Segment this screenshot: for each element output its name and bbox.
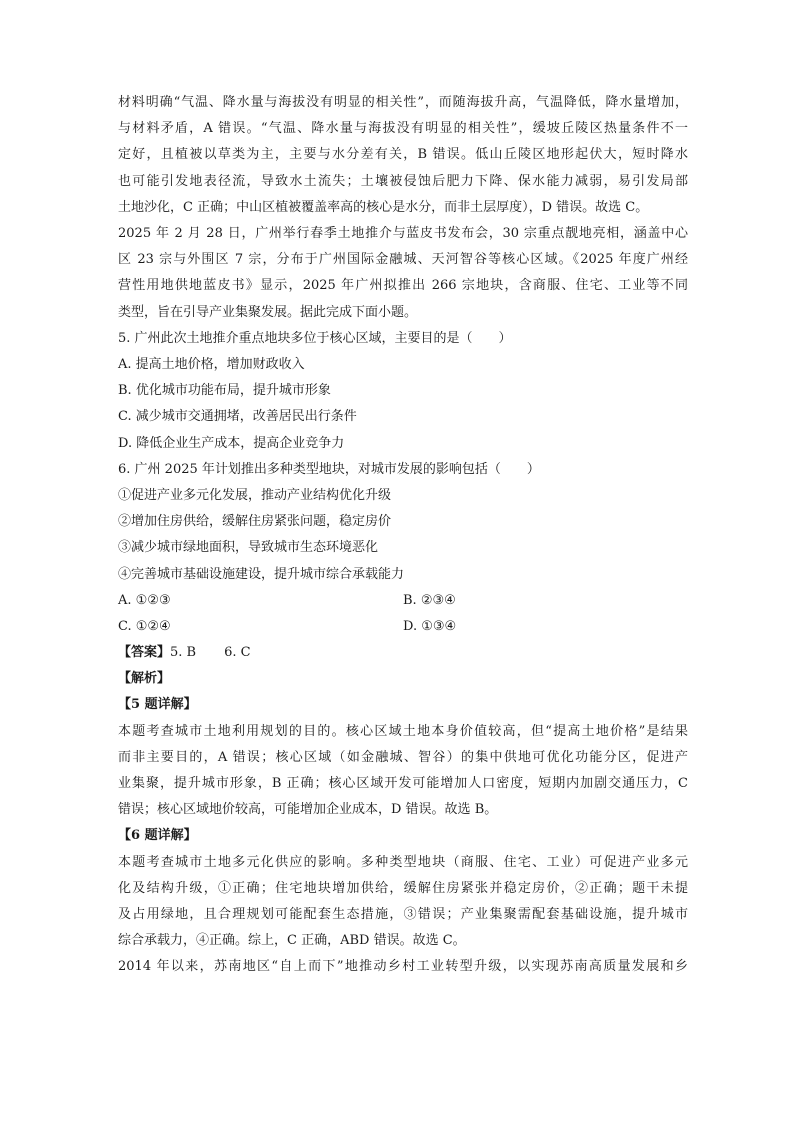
material-paragraph: [118, 221, 688, 326]
text-line: 与材料矛盾，A 错误。“气温、降水量与海拔没有明显的相关性”，缓坡丘陵区热量条件不一: [118, 121, 688, 137]
text-line: 及占用绿地，且合理规划可能配套生态措施，③错误；产业集聚需配套基础设施，提升城市: [118, 907, 688, 923]
text-line: 而非主要目的，A 错误；核心区域（如金融城、智谷）的集中供地可优化功能分区，促进产: [118, 749, 688, 765]
question-stem: 6. 广州 2025 年计划推出多种类型地块，对城市发展的影响包括（ ）: [118, 461, 540, 477]
text-line: 业集聚，提升城市形象，B 正确；核心区域开发可能增加人口密度，短期内加剧交通压力，C: [118, 776, 688, 792]
text-line: 土地沙化，C 正确；中山区植被覆盖率高的核心是水分，而非土层厚度），D 错误。故选 C。: [118, 199, 649, 215]
text-line: 综合承载力，④正确。综上，C 正确，ABD 错误。故选 C。: [118, 933, 466, 949]
analysis-label: 【解析】: [118, 671, 171, 687]
option-row: [118, 588, 688, 614]
option-b: B. ②③④: [403, 592, 456, 608]
text-line: 营性用地供地蓝皮书》显示，2025 年广州拟推出 266 宗地块，含商服、住宅、工业等不同: [118, 278, 688, 294]
statement-4: ④完善城市基础设施建设，提升城市综合承载能力: [118, 566, 405, 582]
text-line: 类型，旨在引导产业集聚发展。据此完成下面小题。: [118, 304, 418, 320]
statement-2: ②增加住房供给，缓解住房紧张问题，稳定房价: [118, 514, 392, 530]
document-page: [118, 90, 688, 981]
option-c: C. 减少城市交通拥堵，改善居民出行条件: [118, 409, 357, 425]
detail-label: 【5 题详解】: [118, 697, 197, 713]
answer-line: [118, 640, 688, 666]
text-line: 本题考查城市土地多元化供应的影响。多种类型地块（商服、住宅、工业）可促进产业多元: [118, 854, 688, 870]
detail-label: 【6 题详解】: [118, 828, 197, 844]
text-line: 错误；核心区域地价较高，可能增加企业成本，D 错误。故选 B。: [118, 802, 498, 818]
text-line: 区 23 宗与外围区 7 宗，分布于广州国际金融城、天河智谷等核心区域。《2025 年度广州经: [118, 252, 688, 268]
text-line: 化及结构升级，①正确；住宅地块增加供给，缓解住房紧张并稳定房价，②正确；题干未提: [118, 880, 688, 896]
statement-1: ①促进产业多元化发展，推动产业结构优化升级: [118, 487, 392, 503]
answer-5: 5. B: [170, 645, 197, 661]
statement-3: ③减少城市绿地面积，导致城市生态环境恶化: [118, 540, 379, 556]
question-5: [118, 326, 688, 457]
text-line: 2025 年 2 月 28 日，广州举行春季土地推介与蓝皮书发布会，30 宗重点靓地亮相，涵盖中心: [118, 226, 688, 242]
detail-5: [118, 692, 688, 823]
text-line: 材料明确“气温、降水量与海拔没有明显的相关性”，而随海拔升高，气温降低，降水量增加，: [118, 95, 688, 110]
text-line: 也可能引发地表径流，导致水土流失；土壤被侵蚀后肥力下降、保水能力减弱，易引发局部: [118, 173, 688, 189]
answer-label: 【答案】: [118, 645, 171, 661]
option-c: C. ①②④: [118, 618, 171, 634]
option-a: A. ①②③: [118, 592, 171, 608]
question-6: [118, 457, 688, 640]
option-b: B. 优化城市功能布局，提升城市形象: [118, 383, 331, 399]
next-material-line: 2014 年以来，苏南地区“自上而下”地推动乡村工业转型升级，以实现苏南高质量发展和乡: [118, 959, 688, 975]
option-row: [118, 614, 688, 640]
text-line: 定好，且植被以草类为主，主要与水分差有关，B 错误。低山丘陵区地形起伏大，短时降水: [118, 147, 688, 163]
option-d: D. ①③④: [403, 618, 457, 634]
option-a: A. 提高土地价格，增加财政收入: [118, 357, 305, 373]
answer-6: 6. C: [224, 645, 251, 661]
option-d: D. 降低企业生产成本，提高企业竞争力: [118, 435, 345, 451]
question-stem: 5. 广州此次土地推介重点地块多位于核心区域，主要目的是（ ）: [118, 330, 512, 346]
text-line: 本题考查城市土地利用规划的目的。核心区域土地本身价值较高，但“提高土地价格”是结果: [118, 723, 688, 739]
previous-explanation: [118, 90, 688, 221]
detail-6: [118, 823, 688, 954]
